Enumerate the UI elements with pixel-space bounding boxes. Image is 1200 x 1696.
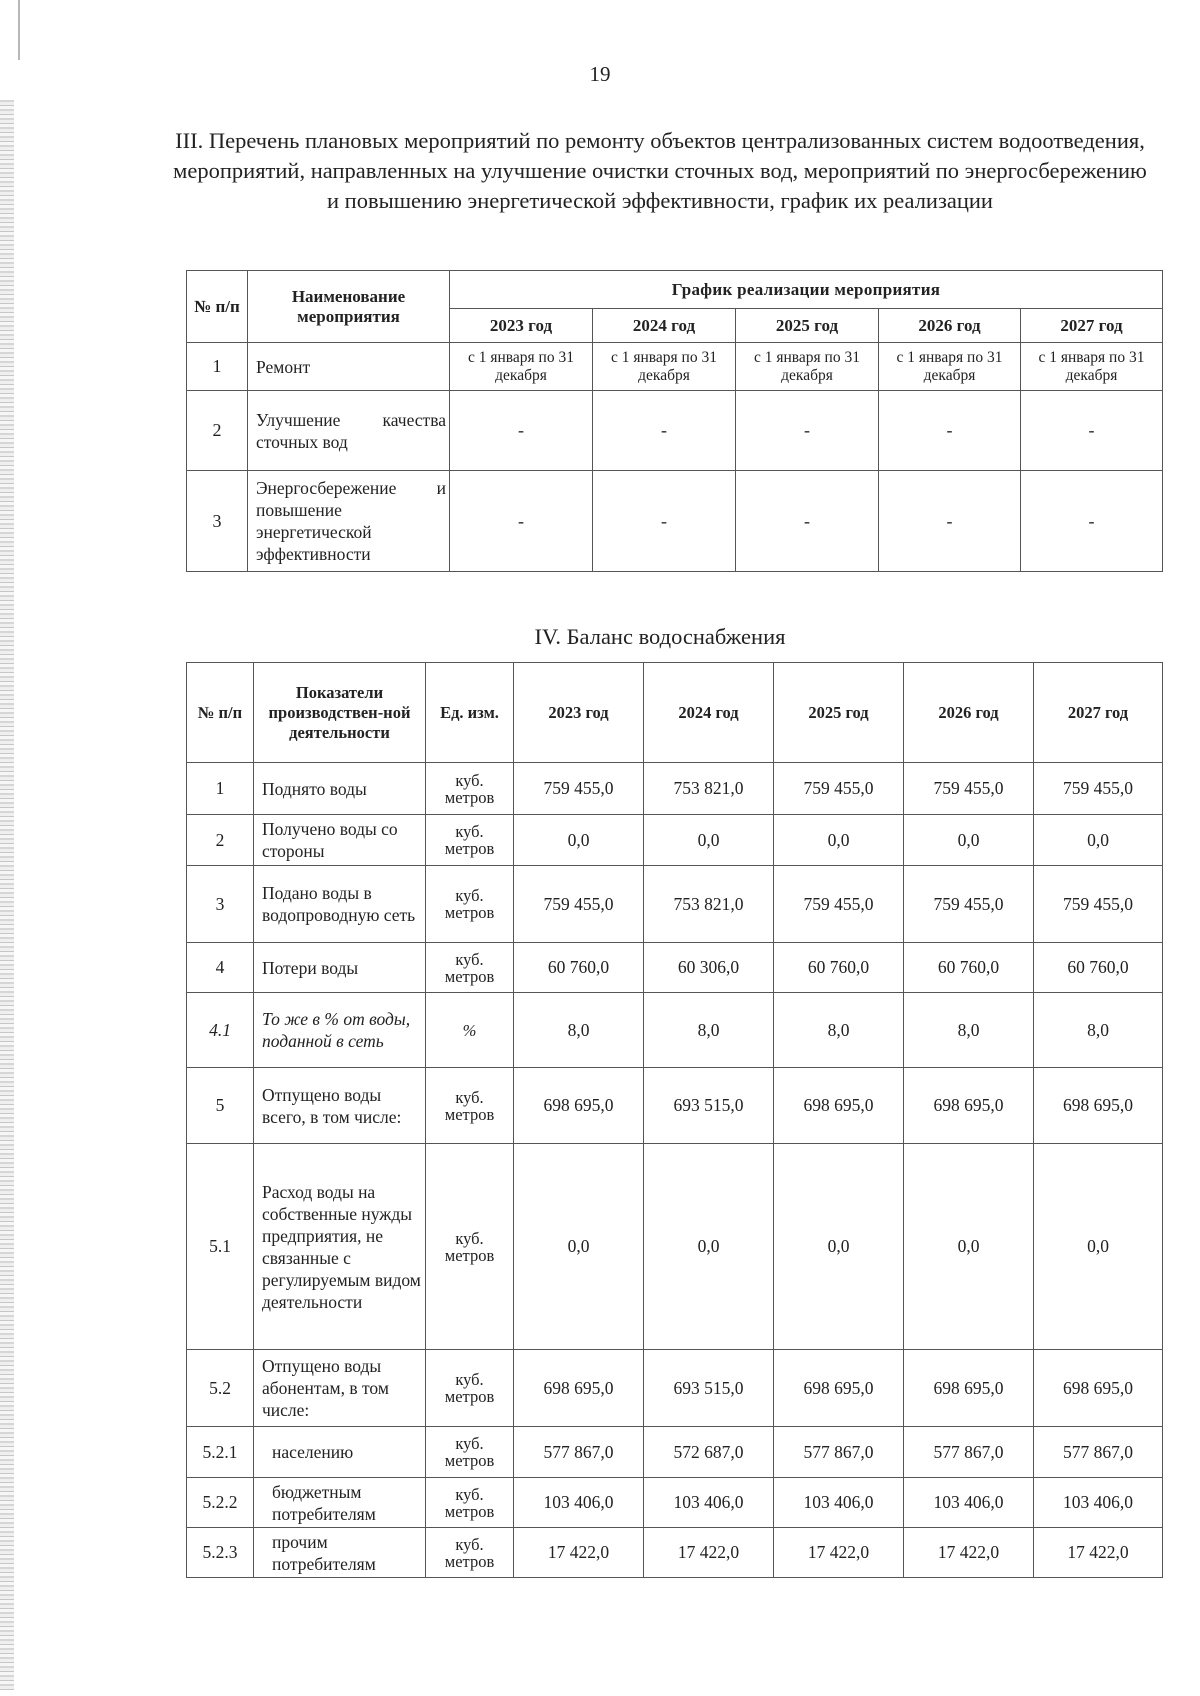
row-unit: куб. метров — [426, 815, 514, 866]
header-year: 2024 год — [644, 663, 774, 763]
table-row — [187, 471, 1163, 572]
row-cell: - — [450, 471, 593, 572]
table-row — [187, 866, 1163, 943]
row-value: 759 455,0 — [904, 866, 1034, 943]
row-value: 577 867,0 — [514, 1427, 644, 1478]
row-num: 5.2.1 — [187, 1427, 254, 1478]
header-unit: Ед. изм. — [426, 663, 514, 763]
row-value: 0,0 — [904, 1144, 1034, 1350]
row-value: 759 455,0 — [1034, 866, 1163, 943]
row-num: 5.2.2 — [187, 1478, 254, 1528]
row-num: 2 — [187, 815, 254, 866]
row-cell: - — [450, 391, 593, 471]
row-cell: - — [593, 471, 736, 572]
header-year: 2027 год — [1034, 663, 1163, 763]
table-row — [187, 343, 1163, 391]
row-value: 577 867,0 — [1034, 1427, 1163, 1478]
row-value: 698 695,0 — [514, 1068, 644, 1144]
row-cell: - — [1021, 471, 1163, 572]
table-row — [187, 1427, 1163, 1478]
row-num: 5.2 — [187, 1350, 254, 1427]
row-cell: - — [593, 391, 736, 471]
row-num: 5 — [187, 1068, 254, 1144]
row-value: 0,0 — [514, 1144, 644, 1350]
activities-schedule-table — [186, 270, 1163, 572]
table-row — [187, 1068, 1163, 1144]
row-value: 698 695,0 — [1034, 1068, 1163, 1144]
table-row — [187, 815, 1163, 866]
row-num: 3 — [187, 471, 248, 572]
header-year: 2023 год — [514, 663, 644, 763]
row-value: 60 760,0 — [774, 943, 904, 993]
table-row — [187, 943, 1163, 993]
row-value: 572 687,0 — [644, 1427, 774, 1478]
row-unit: куб. метров — [426, 1144, 514, 1350]
row-value: 0,0 — [774, 1144, 904, 1350]
header-indicator: Показатели производствен-ной деятельности — [254, 663, 426, 763]
row-activity: Ремонт — [248, 343, 450, 391]
row-value: 17 422,0 — [514, 1528, 644, 1578]
row-value: 759 455,0 — [774, 763, 904, 815]
row-cell: - — [736, 471, 879, 572]
row-value: 0,0 — [644, 1144, 774, 1350]
header-year: 2026 год — [904, 663, 1034, 763]
row-value: 759 455,0 — [904, 763, 1034, 815]
header-num: № п/п — [187, 663, 254, 763]
table-row — [187, 1144, 1163, 1350]
row-unit: % — [426, 993, 514, 1068]
row-value: 759 455,0 — [1034, 763, 1163, 815]
row-num: 5.2.3 — [187, 1528, 254, 1578]
row-unit: куб. метров — [426, 763, 514, 815]
row-value: 60 306,0 — [644, 943, 774, 993]
row-value: 60 760,0 — [1034, 943, 1163, 993]
row-unit: куб. метров — [426, 1068, 514, 1144]
row-num: 5.1 — [187, 1144, 254, 1350]
row-value: 698 695,0 — [514, 1350, 644, 1427]
table-row — [187, 391, 1163, 471]
table-row — [187, 1350, 1163, 1427]
row-value: 60 760,0 — [514, 943, 644, 993]
row-value: 17 422,0 — [774, 1528, 904, 1578]
table-row — [187, 1528, 1163, 1578]
row-unit: куб. метров — [426, 1478, 514, 1528]
row-indicator: прочим потребителям — [254, 1528, 426, 1578]
header-num: № п/п — [187, 271, 248, 343]
row-value: 698 695,0 — [904, 1068, 1034, 1144]
row-value: 759 455,0 — [774, 866, 904, 943]
row-value: 17 422,0 — [1034, 1528, 1163, 1578]
row-value: 8,0 — [644, 993, 774, 1068]
water-balance-table — [186, 662, 1163, 1578]
page-number: 19 — [589, 62, 611, 86]
row-unit: куб. метров — [426, 1427, 514, 1478]
row-value: 8,0 — [1034, 993, 1163, 1068]
row-value: 0,0 — [1034, 815, 1163, 866]
row-value: 698 695,0 — [904, 1350, 1034, 1427]
row-indicator: Поднято воды — [254, 763, 426, 815]
row-unit: куб. метров — [426, 1528, 514, 1578]
header-activity-name: Наименование мероприятия — [248, 271, 450, 343]
row-num: 1 — [187, 343, 248, 391]
row-value: 577 867,0 — [904, 1427, 1034, 1478]
row-cell: с 1 января по 31 декабря — [736, 343, 879, 391]
header-year: 2027 год — [1021, 309, 1163, 343]
table-row — [187, 993, 1163, 1068]
row-cell: с 1 января по 31 декабря — [1021, 343, 1163, 391]
row-value: 8,0 — [514, 993, 644, 1068]
row-value: 103 406,0 — [1034, 1478, 1163, 1528]
row-cell: с 1 января по 31 декабря — [593, 343, 736, 391]
row-indicator: Отпущено воды всего, в том числе: — [254, 1068, 426, 1144]
row-num: 2 — [187, 391, 248, 471]
row-value: 698 695,0 — [774, 1068, 904, 1144]
row-value: 103 406,0 — [904, 1478, 1034, 1528]
row-value: 753 821,0 — [644, 866, 774, 943]
row-indicator: Подано воды в водопроводную сеть — [254, 866, 426, 943]
row-value: 759 455,0 — [514, 866, 644, 943]
row-value: 693 515,0 — [644, 1068, 774, 1144]
row-value: 103 406,0 — [644, 1478, 774, 1528]
row-activity: Энергосбережение и повышение энергетической эффективности — [248, 471, 450, 572]
row-indicator: Потери воды — [254, 943, 426, 993]
row-value: 0,0 — [774, 815, 904, 866]
header-year: 2024 год — [593, 309, 736, 343]
row-indicator: То же в % от воды, поданной в сеть — [254, 993, 426, 1068]
row-unit: куб. метров — [426, 943, 514, 993]
row-value: 0,0 — [644, 815, 774, 866]
header-year: 2025 год — [736, 309, 879, 343]
row-value: 577 867,0 — [774, 1427, 904, 1478]
row-cell: с 1 января по 31 декабря — [879, 343, 1021, 391]
row-indicator: Отпущено воды абонентам, в том числе: — [254, 1350, 426, 1427]
row-cell: с 1 января по 31 декабря — [450, 343, 593, 391]
row-num: 4.1 — [187, 993, 254, 1068]
row-value: 0,0 — [514, 815, 644, 866]
header-year: 2025 год — [774, 663, 904, 763]
row-value: 759 455,0 — [514, 763, 644, 815]
row-cell: - — [879, 471, 1021, 572]
row-indicator: бюджетным потребителям — [254, 1478, 426, 1528]
row-cell: - — [736, 391, 879, 471]
row-unit: куб. метров — [426, 1350, 514, 1427]
row-cell: - — [1021, 391, 1163, 471]
section-3-title: III. Перечень плановых мероприятий по ремонту объектов централизованных систем водоотведения, мероприятий, направленных на улучшение очистки сточных вод, мероприятий по энергосбережению и повышению энергетической эффективности, график их реализации — [173, 128, 1147, 213]
row-value: 753 821,0 — [644, 763, 774, 815]
section-4-title: IV. Баланс водоснабжения — [534, 624, 786, 649]
row-indicator: Расход воды на собственные нужды предприятия, не связанные с регулируемым видом деятельности — [254, 1144, 426, 1350]
scan-binding-edge — [0, 100, 14, 1690]
table-row — [187, 1478, 1163, 1528]
row-unit: куб. метров — [426, 866, 514, 943]
header-year: 2023 год — [450, 309, 593, 343]
row-num: 4 — [187, 943, 254, 993]
table-row — [187, 763, 1163, 815]
row-value: 17 422,0 — [904, 1528, 1034, 1578]
row-value: 0,0 — [1034, 1144, 1163, 1350]
row-value: 698 695,0 — [1034, 1350, 1163, 1427]
row-num: 1 — [187, 763, 254, 815]
row-value: 17 422,0 — [644, 1528, 774, 1578]
row-num: 3 — [187, 866, 254, 943]
row-indicator: населению — [254, 1427, 426, 1478]
row-value: 103 406,0 — [774, 1478, 904, 1528]
row-value: 698 695,0 — [774, 1350, 904, 1427]
scan-edge-line — [18, 0, 20, 60]
row-cell: - — [879, 391, 1021, 471]
row-value: 0,0 — [904, 815, 1034, 866]
header-year: 2026 год — [879, 309, 1021, 343]
row-value: 8,0 — [904, 993, 1034, 1068]
row-value: 103 406,0 — [514, 1478, 644, 1528]
row-value: 693 515,0 — [644, 1350, 774, 1427]
header-schedule: График реализации мероприятия — [450, 271, 1163, 309]
row-indicator: Получено воды со стороны — [254, 815, 426, 866]
row-value: 8,0 — [774, 993, 904, 1068]
row-value: 60 760,0 — [904, 943, 1034, 993]
row-activity: Улучшение качества сточных вод — [248, 391, 450, 471]
